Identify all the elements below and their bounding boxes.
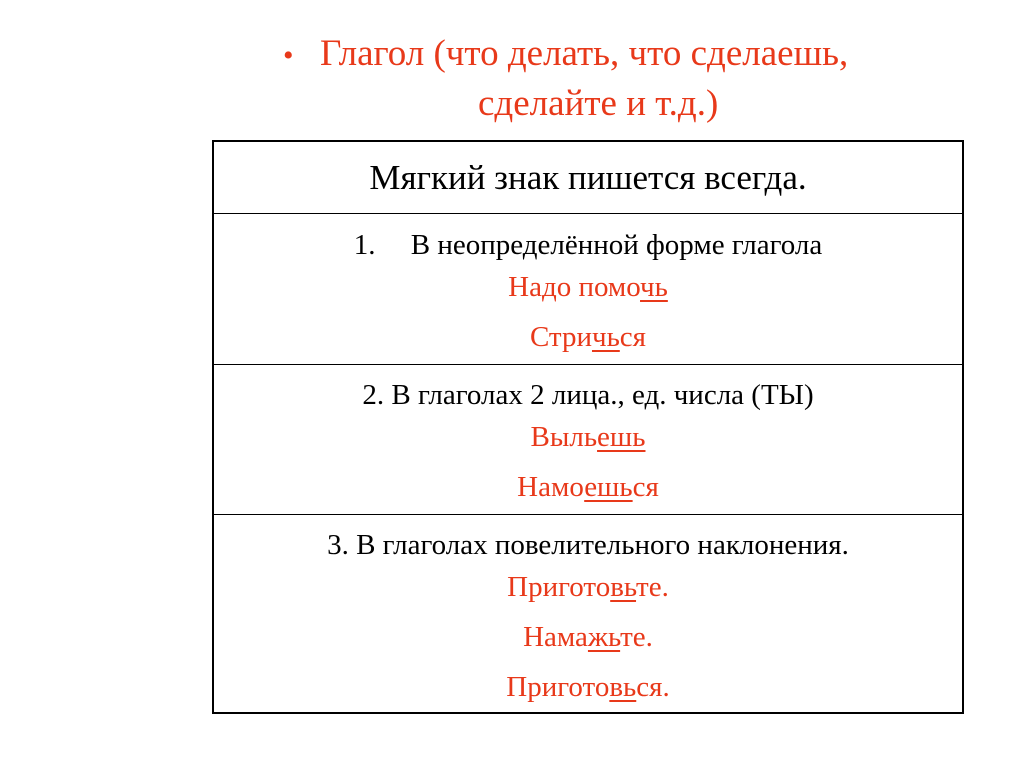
rules-table [212,140,964,714]
rule-3-number: 3. [327,529,349,561]
rule-1-example-2: Стричься [529,321,647,353]
rule-2-example-1: Выльешь [530,421,646,453]
rule-2-label: В глаголах 2 лица., ед. числа (ТЫ) [391,379,814,411]
rule-1-text [214,214,962,262]
rule-1-number: 1. [353,229,376,261]
table-header-text: Мягкий знак пишется всегда. [369,158,807,197]
rule-2-number: 2. [362,379,385,411]
title-text-line-2: сделайте и т.д.) [478,83,719,124]
rule-2-example-2: Намоешься [517,471,659,503]
rule-1-example-1: Надо помочь [508,271,668,303]
rule-3-example-1: Приготовьте. [507,571,669,603]
bullet-icon: • [283,39,294,72]
rule-3-example-2: Намажьте. [523,621,653,653]
title-line-1 [283,30,943,80]
rule-2-text [214,365,962,412]
slide-title [283,30,943,128]
table-row-rule-3 [214,515,962,712]
table-header [214,142,962,214]
table-row-rule-1 [214,214,962,365]
rule-1-label: В неопределённой форме глагола [410,229,823,261]
rule-3-text [214,515,962,562]
table-row-rule-2 [214,365,962,515]
title-text-line-1: Глагол (что делать, что сделаешь, [320,33,849,74]
rule-3-label: В глаголах повелительного наклонения. [356,529,849,561]
rule-3-example-3: Приготовься. [506,671,670,703]
